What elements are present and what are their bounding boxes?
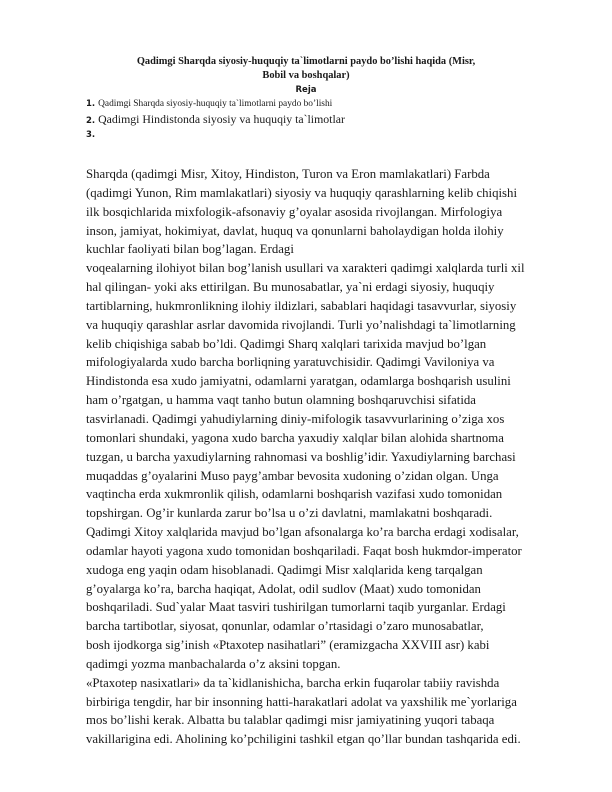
body-line: vakillarigina edi. Aholining ko’pchiligini tashkil etgan qo’llar bundan tashqarida edi. <box>86 732 521 747</box>
body-line: hal qilingan- yoki aks ettirilgan. Bu munosabatlar, ya`ni erdagi siyosiy, huquqiy <box>86 280 495 295</box>
plan-item <box>86 111 546 128</box>
body-line: barcha tartibotlar, siyosat, qonunlar, odamlar o’rtasidagi o’zaro munosabatlar, <box>86 619 484 634</box>
body-line: muqaddas g’oyalarini Muso payg’ambar bevosita xudoning o’zidan olgan. Unga <box>86 468 499 483</box>
body-line: g’oyalarga ko’ra, barcha haqiqat, Adolat, odil sudlov (Maat) xudo tomonidan <box>86 581 481 596</box>
plan-item-number: 3. <box>86 130 96 140</box>
body-line: ilk bosqichlarida mixfologik-afsonaviy g’oyalar asosida rivojlangan. Mirfologiya <box>86 204 503 219</box>
plan-item-number: 1. <box>86 99 96 109</box>
title-line-1: Qadimgi Sharqda siyosiy-huquqiy ta`limotlarni paydo bo’lishi haqida (Misr, <box>136 56 476 67</box>
body-line: topshirgan. Og’ir kunlarda zarur bo’lsa u o’zi davlatni, mamlakatni boshqaradi. <box>86 506 493 521</box>
body-line: boshqariladi. Sud`yalar Maat tasviri tushirilgan tumorlarni taqib yurganlar. Erdagi <box>86 600 506 615</box>
body-line: birbiriga tengdir, har bir insonning hatti-harakatlari adolat va yaxshilik me`yorlariga <box>86 694 517 709</box>
body-line: kelib chiqishiga sabab bo’ldi. Qadimgi Sharq xalqlari tarixida mavjud bo’lgan <box>86 336 487 351</box>
body-line: vaqtincha erda xukmronlik qilish, odamlarni boshqarish vazifasi xudo tomonidan <box>86 487 503 502</box>
title-line-2: Bobil va boshqalar) <box>262 70 350 81</box>
body-text <box>86 165 556 749</box>
body-line: bosh ijodkorga sig’inish «Ptaxotep nasihatlari” (eramizgacha XXVIII asr) kabi <box>86 638 490 653</box>
body-line: tomonlari shundaki, yagona xudo barcha yaxudiy xalqlar bilan alohida shartnoma <box>86 430 504 445</box>
plan-item <box>86 97 546 111</box>
body-line: «Ptaxotep nasixatlari» da ta`kidlanishicha, barcha erkin fuqarolar tabiiy ravishda <box>86 675 500 690</box>
body-line: tartiblarning, hukmronlikning ilohiy ildizlari, sabablari haqidagi tasavvurlar, siyosiy <box>86 298 517 313</box>
body-line: Sharqda (qadimgi Misr, Xitoy, Hindiston, Turon va Eron mamlakatlari) Farbda <box>86 167 490 181</box>
plan-list <box>86 97 546 142</box>
body-line: (qadimgi Yunon, Rim mamlakatlari) siyosiy va huquqiy qarashlarning kelib chiqishi <box>86 185 517 200</box>
plan-item-text: Qadimgi Sharqda siyosiy-huquqiy ta`limotlarni paydo bo’lishi <box>98 99 333 109</box>
body-line: voqealarning ilohiyot bilan bog’lanish usullari va xarakteri qadimgi xalqlarda turli xil <box>86 261 525 276</box>
body-line: kuchlar faoliyati bilan bog’lagan. Erdagi <box>86 242 294 257</box>
body-line: qadimgi yozma manbachalarda o’z aksini topgan. <box>86 656 341 671</box>
body-line: odamlar hayoti yagona xudo tomonidan boshqariladi. Faqat bosh hukmdor-imperator <box>86 543 522 558</box>
plan-item-number: 2. <box>86 116 96 126</box>
body-line: mos bo’lishi kerak. Albatta bu talablar qadimgi misr jamiyatining yuqori tabaqa <box>86 713 495 728</box>
plan-heading: Reja <box>295 85 317 95</box>
body-line: tuzgan, u barcha yaxudiylarning rahnomasi va boshlig’idir. Yaxudiylarning barchasi <box>86 449 516 464</box>
body-line: tasvirlanadi. Qadimgi yahudiylarning diniy-mifologik tasavvurlarining o’ziga xos <box>86 411 505 426</box>
plan-item-text: Qadimgi Hindistonda siyosiy va huquqiy ta`limotlar <box>98 112 345 126</box>
body-line: inson, jamiyat, hokimiyat, davlat, huquq va qonunlarni baholaydigan holda ilohiy <box>86 223 504 238</box>
body-line: Qadimgi Xitoy xalqlarida mavjud bo’lgan afsonalarga ko’ra barcha erdagi xodisalar, <box>86 525 519 540</box>
document-title <box>100 55 512 83</box>
body-line: ham o’rgatgan, u hamma vaqt tanho butun olamning boshqaruvchisi sifatida <box>86 393 476 408</box>
body-line: va huquqiy qarashlar asrlar davomida rivojlandi. Turli yo’nalishdagi ta`limotlarning <box>86 317 516 332</box>
body-line: mifologiyalarda xudo barcha borliqning yaratuvchisidir. Qadimgi Vaviloniya va <box>86 355 495 370</box>
body-line: xudoga eng yaqin odam hisoblanadi. Qadimgi Misr xalqlarida keng tarqalgan <box>86 562 483 577</box>
plan-item <box>86 128 546 142</box>
body-line: Hindistonda esa xudo jamiyatni, odamlarni yaratgan, odamlarga boshqarish usulini <box>86 374 511 389</box>
